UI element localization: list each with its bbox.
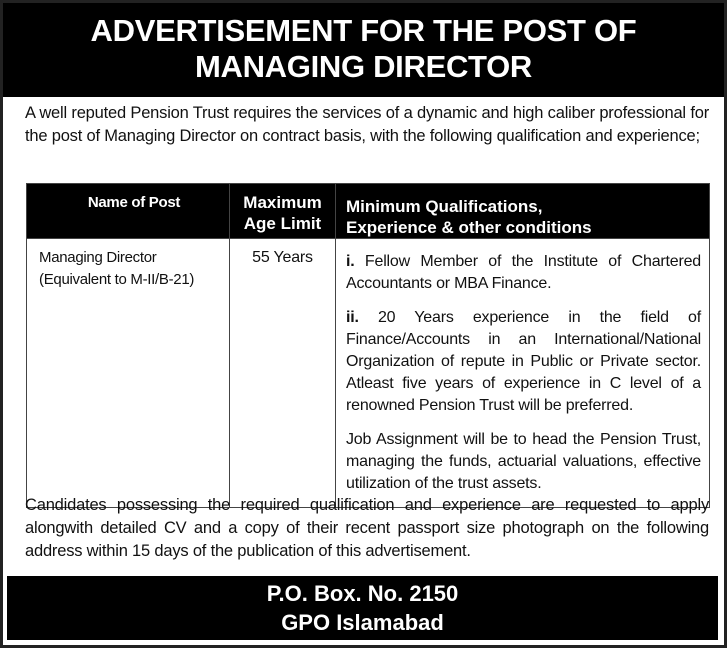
header-line: Minimum Qualifications, — [346, 197, 543, 216]
post-name: Managing Director — [39, 249, 157, 266]
po-box: P.O. Box. No. 2150 — [266, 581, 459, 606]
header-line: Age Limit — [243, 214, 322, 233]
candidates-paragraph — [25, 494, 709, 563]
qualification-item-1 — [346, 251, 701, 295]
address-text — [7, 576, 718, 637]
header-label — [230, 184, 335, 234]
qualifications-text — [336, 239, 709, 495]
header-label: Name of Post — [87, 194, 181, 211]
title-line-1: ADVERTISEMENT FOR THE POST OF — [90, 13, 637, 48]
age-text: 55 Years — [252, 249, 313, 266]
header-age-limit — [230, 184, 336, 239]
intro-paragraph — [25, 102, 709, 148]
item-marker: i. — [346, 253, 355, 270]
city: GPO Islamabad — [281, 610, 444, 635]
intro-text: A well reputed Pension Trust requires the services of a dynamic and high caliber professional for the post of Managing Director on contract basis, with the following qualification and experience; — [25, 104, 709, 145]
job-assignment: Job Assignment will be to head the Pension Trust, managing the funds, actuarial valuations, effective utilization of the trust assets. — [346, 431, 701, 492]
item-marker: ii. — [346, 309, 359, 326]
header-line: Maximum — [243, 193, 322, 212]
table-row — [27, 239, 710, 508]
table-header-row — [27, 184, 710, 239]
header-line: Experience & other conditions — [346, 218, 592, 237]
item-text: Fellow Member of the Institute of Chartered Accountants or MBA Finance. — [346, 253, 701, 292]
qualification-item-2 — [346, 307, 701, 417]
post-table — [26, 183, 710, 508]
title-banner — [3, 3, 724, 97]
header-label — [336, 184, 709, 238]
item-text: 20 Years experience in the field of Finance/Accounts in an International/National Organization of repute in Public or Private sector. Atleast five years of experience in C level of a renowned Pension Trust will be preferred. — [346, 309, 701, 414]
post-text — [27, 239, 229, 291]
address-banner — [7, 576, 718, 640]
header-qualifications — [336, 184, 710, 239]
cell-post — [27, 239, 230, 508]
cell-qualifications — [336, 239, 710, 508]
title-line-2: MANAGING DIRECTOR — [194, 49, 533, 84]
cell-age — [230, 239, 336, 508]
candidates-text: Candidates possessing the required qualification and experience are requested to apply alongwith detailed CV and a copy of their recent passport size photograph on the following address within 15 days of the publication of this advertisement. — [25, 496, 709, 560]
post-grade: (Equivalent to M-II/B-21) — [39, 271, 195, 288]
header-name-of-post — [27, 184, 230, 239]
